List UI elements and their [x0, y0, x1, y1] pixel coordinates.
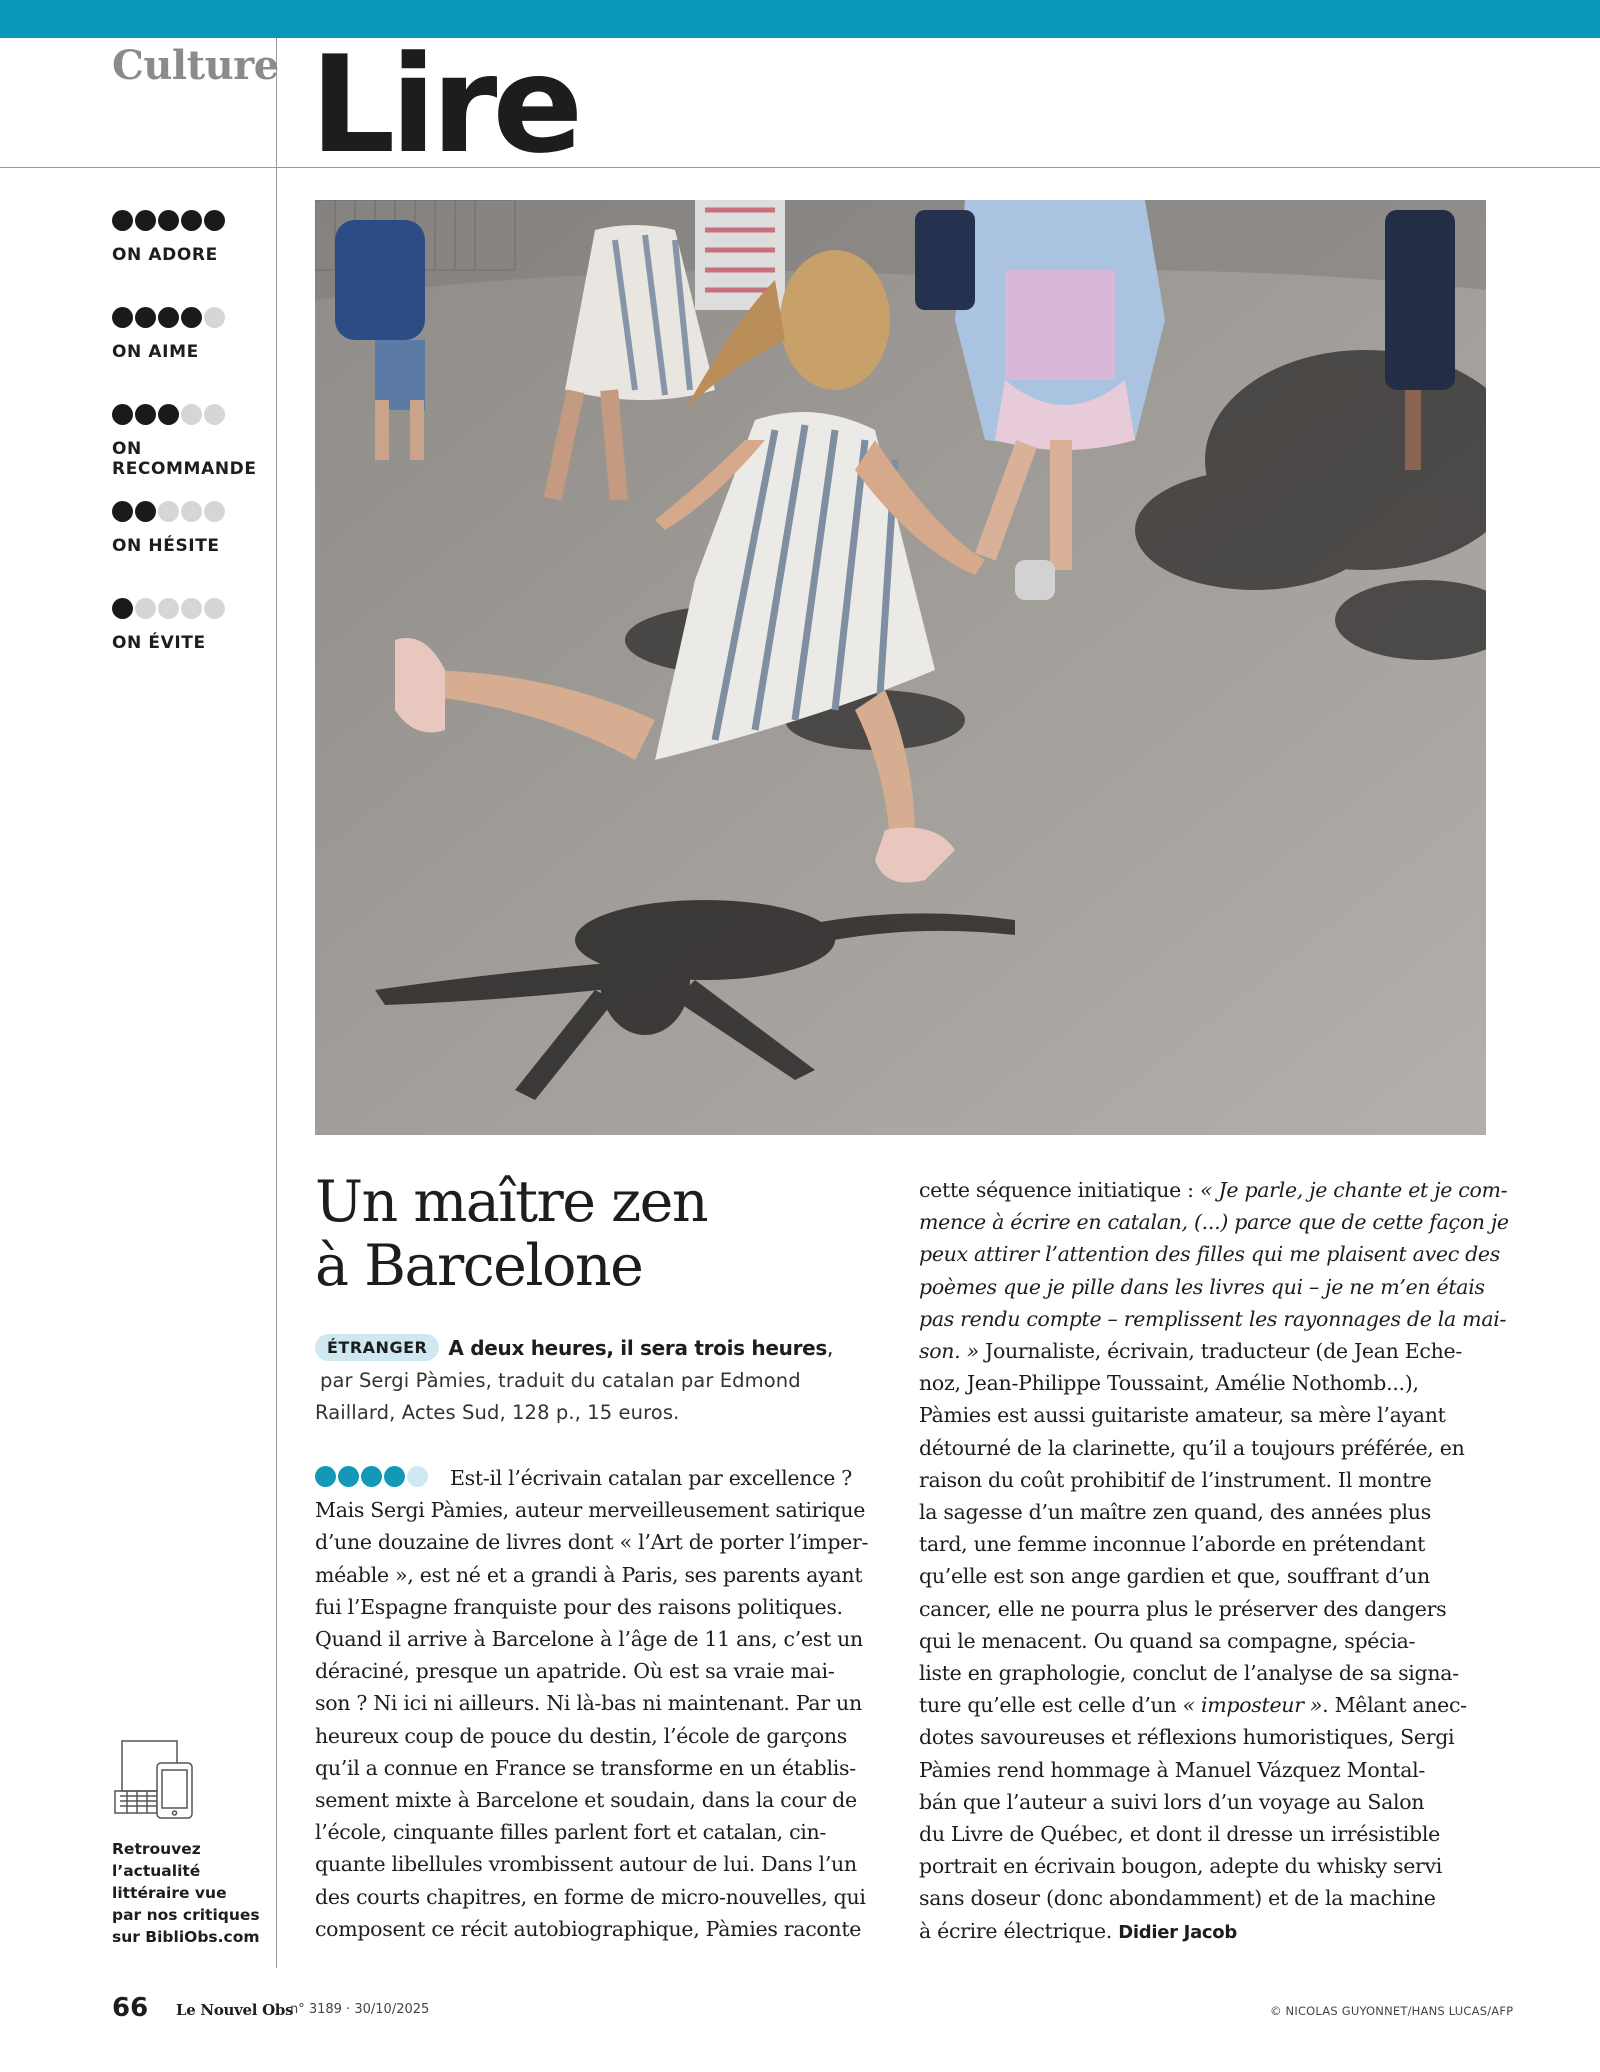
body-line: noz, Jean-Philippe Toussaint, Amélie Nothomb...), — [919, 1371, 1419, 1396]
rating-dot — [135, 307, 156, 328]
author-signature: Didier Jacob — [1118, 1921, 1237, 1943]
rating-dot — [204, 404, 225, 425]
quote-text: pas rendu compte – remplissent les rayonnages de la mai- — [919, 1306, 1507, 1331]
body-line: fui l’Espagne franquiste pour des raisons politiques. — [315, 1594, 843, 1619]
legend-label: ON ADORE — [112, 245, 218, 265]
body-line: déraciné, presque un apatride. Où est sa vraie mai- — [315, 1659, 835, 1684]
rating-dot — [135, 404, 156, 425]
body-line: la sagesse d’un maître zen quand, des années plus — [919, 1500, 1431, 1525]
body-line: heureux coup de pouce du destin, l’école de garçons — [315, 1723, 848, 1748]
section-label: Culture — [112, 42, 279, 89]
rating-dot — [181, 210, 202, 231]
quote-text: mence à écrire en catalan, (...) parce que de cette façon je — [919, 1210, 1509, 1235]
title-line: Un maître zen — [315, 1169, 708, 1235]
rating-dot — [158, 501, 179, 522]
body-line: Pàmies est aussi guitariste amateur, sa mère l’ayant — [919, 1403, 1446, 1428]
legend-item — [112, 404, 272, 501]
magazine-name: Le Nouvel Obs — [176, 2001, 294, 2019]
rating-dot — [158, 307, 179, 328]
promo-line: Retrouvez — [112, 1840, 201, 1858]
rating-dot — [407, 1466, 428, 1487]
promo-line: sur BibliObs.com — [112, 1928, 260, 1946]
quote-text: « imposteur » — [1182, 1693, 1323, 1718]
body-line: l’école, cinquante filles parlent fort et catalan, cin- — [315, 1820, 827, 1845]
book-title: A deux heures, il sera trois heures — [448, 1335, 828, 1360]
body-line: des courts chapitres, en forme de micro-nouvelles, qui — [315, 1884, 866, 1909]
rating-dot — [181, 598, 202, 619]
rating-dot — [135, 598, 156, 619]
rating-dot — [112, 210, 133, 231]
rating-dot — [204, 598, 225, 619]
quote-text: son. » — [919, 1339, 979, 1364]
rating-dot — [181, 501, 202, 522]
rating-dot — [204, 210, 225, 231]
body-line: liste en graphologie, conclut de l’analyse de sa signa- — [919, 1661, 1459, 1686]
body-line: d’une douzaine de livres dont « l’Art de porter l’imper- — [315, 1530, 869, 1555]
rating-dot — [112, 598, 133, 619]
body-line: méable », est né et a grandi à Paris, ses parents ayant — [315, 1562, 863, 1587]
body-text: Journaliste, écrivain, traducteur (de Jean Eche- — [978, 1339, 1462, 1364]
rating-dots — [112, 307, 272, 329]
body-line: quante libellules vrombissent autour de lui. Dans l’un — [315, 1852, 857, 1877]
rating-dot — [204, 307, 225, 328]
rating-dot — [181, 404, 202, 425]
legend-item — [112, 501, 272, 598]
title-line: à Barcelone — [315, 1233, 643, 1299]
promo-line: par nos critiques — [112, 1906, 260, 1924]
sidebar-rule — [276, 38, 277, 1968]
legend-label: ON AIME — [112, 342, 199, 362]
rating-dot — [135, 501, 156, 522]
legend-item — [112, 210, 272, 307]
rating-dots — [112, 501, 272, 523]
rating-dot — [361, 1466, 382, 1487]
rubric-title: Lire — [310, 27, 579, 183]
page-number: 66 — [112, 1993, 149, 2023]
article-column-2 — [919, 1174, 1509, 1949]
body-text: ture qu’elle est celle d’un — [919, 1693, 1183, 1718]
rating-dot — [112, 501, 133, 522]
body-line: cancer, elle ne pourra plus le préserver des dangers — [919, 1596, 1447, 1621]
body-line: dotes savoureuses et réflexions humoristiques, Sergi — [919, 1725, 1455, 1750]
body-text: . Mêlant anec- — [1322, 1693, 1467, 1718]
rating-legend — [112, 210, 272, 695]
rating-dot — [315, 1466, 336, 1487]
rating-dots — [112, 210, 272, 232]
rating-dot — [135, 210, 156, 231]
quote-text: poèmes que je pille dans les livres qui – je ne m’en étais — [919, 1274, 1485, 1299]
category-badge: ÉTRANGER — [315, 1334, 439, 1361]
body-line: Quand il arrive à Barcelone à l’âge de 11 ans, c’est un — [315, 1627, 863, 1652]
book-details: Raillard, Actes Sud, 128 p., 15 euros. — [315, 1401, 680, 1424]
rating-dot — [112, 404, 133, 425]
rating-dots — [112, 404, 272, 426]
article-photo — [315, 200, 1486, 1135]
promo-line: l’actualité — [112, 1862, 201, 1880]
body-line: qui le menacent. Ou quand sa compagne, spécia- — [919, 1628, 1416, 1653]
body-line: Pàmies rend hommage à Manuel Vázquez Montal- — [919, 1757, 1426, 1782]
body-line: Est-il l’écrivain catalan par excellence ? — [450, 1466, 852, 1490]
rating-dot — [158, 598, 179, 619]
quote-text: « Je parle, je chante et je com- — [1200, 1178, 1508, 1202]
body-text: cette séquence initiatique : — [919, 1178, 1201, 1202]
issue-info: n° 3189 · 30/10/2025 — [290, 2002, 430, 2017]
rating-dot — [204, 501, 225, 522]
legend-label: ON HÉSITE — [112, 536, 220, 556]
body-line: portrait en écrivain bougon, adepte du whisky servi — [919, 1854, 1443, 1879]
body-line: qu’il a connue en France se transforme en un établis- — [315, 1755, 856, 1780]
rating-dot — [158, 404, 179, 425]
body-line: sans doseur (donc abondamment) et de la machine — [919, 1886, 1436, 1911]
body-line: bán que l’auteur a suivi lors d’un voyage au Salon — [919, 1789, 1425, 1814]
rating-dot — [112, 307, 133, 328]
legend-item — [112, 307, 272, 404]
body-line: sement mixte à Barcelone et soudain, dans la cour de — [315, 1788, 857, 1813]
body-line: raison du coût prohibitif de l’instrument. Il montre — [919, 1467, 1432, 1492]
rating-dots — [112, 598, 272, 620]
legend-item — [112, 598, 272, 695]
body-line: du Livre de Québec, et dont il dresse un irrésistible — [919, 1822, 1440, 1847]
promo-line: littéraire vue — [112, 1884, 227, 1902]
promo-text — [112, 1838, 282, 1948]
body-line: détourné de la clarinette, qu’il a toujours préférée, en — [919, 1435, 1465, 1460]
quote-text: peux attirer l’attention des filles qui me plaisent avec des — [919, 1242, 1500, 1267]
body-line: Mais Sergi Pàmies, auteur merveilleusement satirique — [315, 1498, 866, 1523]
body-line: tard, une femme inconnue l’aborde en prétendant — [919, 1532, 1426, 1557]
rating-dot — [384, 1466, 405, 1487]
article-rating — [315, 1466, 428, 1487]
rating-dot — [338, 1466, 359, 1487]
legend-label: ON ÉVITE — [112, 633, 206, 653]
body-line: composent ce récit autobiographique, Pàmies raconte — [315, 1916, 862, 1941]
top-color-bar — [0, 0, 1600, 38]
rating-dot — [181, 307, 202, 328]
header-rule — [0, 167, 1600, 168]
book-info: ÉTRANGER A deux heures, il sera trois heures, par Sergi Pàmies, traduit du catalan par Edmond Raillard, Actes Sud, 128 p., 15 euros. — [315, 1334, 885, 1429]
article-column-1 — [315, 1462, 885, 1945]
devices-icon — [112, 1738, 207, 1833]
photo-credit: © NICOLAS GUYONNET/HANS LUCAS/AFP — [1270, 2004, 1514, 2018]
body-text: à écrire électrique. — [919, 1918, 1119, 1943]
article-title — [315, 1170, 875, 1298]
book-details: par Sergi Pàmies, traduit du catalan par Edmond — [320, 1369, 801, 1392]
legend-label: ON RECOMMANDE — [112, 439, 257, 479]
body-line: qu’elle est son ange gardien et que, souffrant d’un — [919, 1564, 1430, 1589]
body-line: son ? Ni ici ni ailleurs. Ni là-bas ni maintenant. Par un — [315, 1691, 862, 1716]
rating-dot — [158, 210, 179, 231]
